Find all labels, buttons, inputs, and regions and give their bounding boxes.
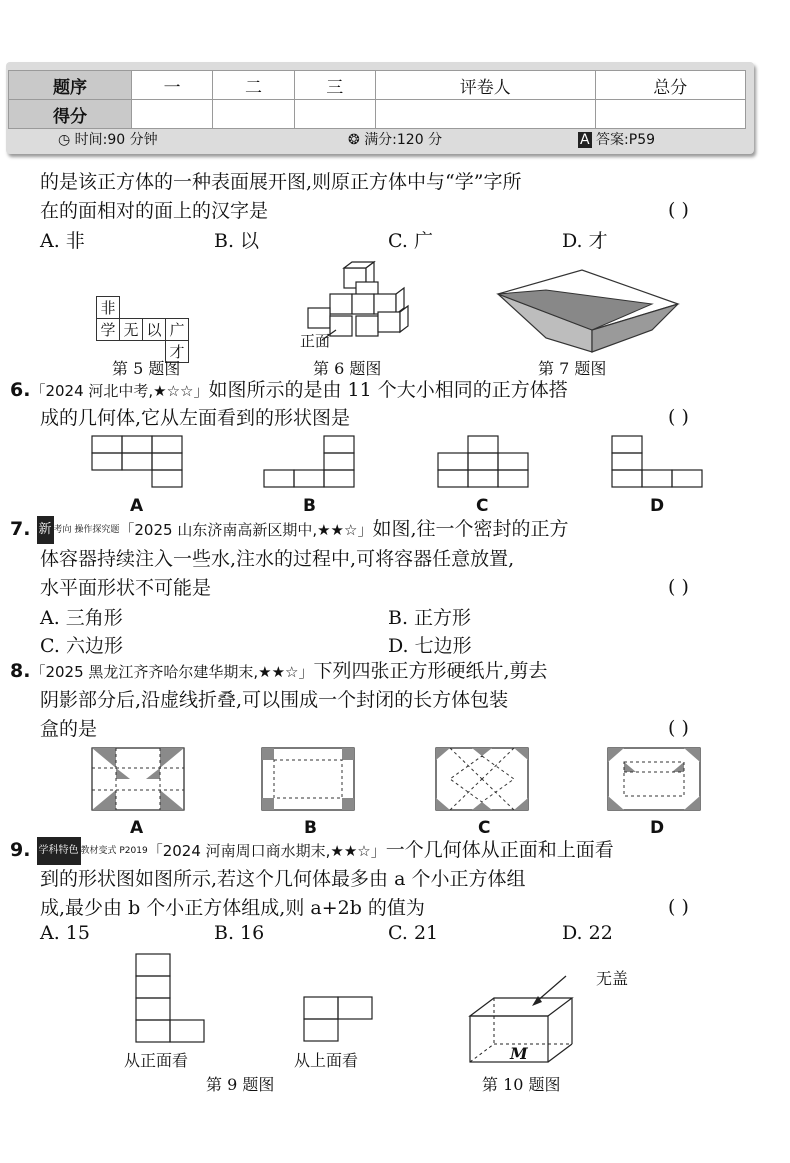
- page-top-margin: [0, 0, 790, 58]
- score-input-cell: [375, 100, 595, 129]
- q9-front-caption: 从正面看: [124, 1051, 189, 1070]
- q9-line2: 到的形状图如图所示,若这个几何体最多由 a 个小正方体组: [40, 868, 526, 890]
- q6-label-c: C: [476, 496, 489, 516]
- q7-line2: 体容器持续注入一些水,注水的过程中,可将容器任意放置,: [40, 548, 515, 570]
- score-cell: 总分: [595, 71, 746, 100]
- score-cell: 二: [213, 71, 294, 100]
- full-score-info: ❂ 满分:120 分: [348, 132, 443, 148]
- score-cell: 评卷人: [375, 71, 595, 100]
- q8-line2: 阴影部分后,沿虚线折叠,可以围成一个封闭的长方体包装: [40, 689, 509, 711]
- q5-line2: 在的面相对的面上的汉字是: [40, 200, 269, 222]
- q9-option-c: C. 21: [388, 922, 439, 944]
- q6-text: 如图所示的是由 11 个大小相同的正方体搭: [208, 379, 568, 401]
- clock-icon: ◷: [58, 132, 75, 148]
- q6-option-b-figure: [264, 436, 356, 490]
- q9-option-a: A. 15: [40, 922, 90, 944]
- q9-option-b: B. 16: [214, 922, 265, 944]
- q5-option-d: D. 才: [562, 230, 608, 252]
- q8-line3: 盒的是: [40, 718, 98, 740]
- q5-option-c: C. 广: [388, 230, 433, 252]
- q8-line1: [10, 657, 548, 686]
- q8-label-d: D: [650, 818, 665, 838]
- q9-tag-note: 教材变式 P2019: [80, 846, 148, 856]
- q5-line1: 的是该正方体的一种表面展开图,则原正方体中与“学”字所: [40, 171, 522, 193]
- q6-number: 6.: [10, 379, 31, 401]
- net-cell: 非: [97, 297, 120, 319]
- score-input-cell: [213, 100, 294, 129]
- score-table-score-row: [9, 100, 746, 129]
- q6-source: 「2024 河北中考,★☆☆」: [30, 382, 209, 400]
- score-cell: 题序: [9, 71, 132, 100]
- score-table: [8, 70, 746, 129]
- time-info: ◷ 时间:90 分钟: [58, 132, 158, 148]
- q9-source: 「2024 河南周口商水期末,★★☆」: [147, 842, 386, 860]
- q9-top-caption: 从上面看: [294, 1051, 359, 1070]
- q7-number: 7.: [10, 518, 31, 540]
- score-input-cell: [294, 100, 375, 129]
- q5-option-a: A. 非: [40, 230, 85, 252]
- q7-option-d: D. 七边形: [388, 635, 472, 657]
- cube-net-figure: [96, 296, 212, 363]
- answer-info: A 答案:P59: [580, 132, 656, 148]
- q7-new-tag: 新: [37, 516, 54, 544]
- fig6-caption: 第 6 题图: [313, 359, 382, 378]
- q9-line1: [10, 836, 614, 865]
- q9-option-d: D. 22: [562, 922, 613, 944]
- q7-answer-blank: ( ): [668, 576, 689, 598]
- no-lid-label: 无盖: [596, 969, 629, 988]
- water-container-figure: [492, 268, 682, 354]
- q6-line1: [10, 376, 568, 405]
- q8-source: 「2025 黑龙江齐齐哈尔建华期末,★★☆」: [30, 663, 314, 681]
- fig10-caption: 第 10 题图: [482, 1075, 561, 1094]
- q9-number: 9.: [10, 839, 31, 861]
- q7-line1: [10, 515, 569, 544]
- open-box-figure: [468, 966, 588, 1066]
- q7-source: 「2025 山东济南高新区期中,★★☆」: [119, 521, 373, 539]
- front-label: 正面: [300, 332, 331, 350]
- q8-number: 8.: [10, 660, 31, 682]
- q8-option-b-figure: [262, 748, 354, 810]
- q7-option-c: C. 六边形: [40, 635, 123, 657]
- score-cell: 得分: [9, 100, 132, 129]
- q8-answer-blank: ( ): [668, 717, 689, 739]
- q7-tag-note: 考向 操作探究题: [53, 525, 120, 535]
- fig7-caption: 第 7 题图: [538, 359, 607, 378]
- q9-answer-blank: ( ): [668, 896, 689, 918]
- q6-option-d-figure: [612, 436, 704, 490]
- score-cell: 一: [132, 71, 213, 100]
- q9-line3: 成,最少由 b 个小正方体组成,则 a+2b 的值为: [40, 897, 425, 919]
- q6-label-a: A: [130, 496, 144, 516]
- fig9-caption: 第 9 题图: [206, 1075, 275, 1094]
- answer-badge-icon: A: [580, 132, 590, 148]
- q6-option-c-figure: [438, 436, 530, 490]
- q7-option-a: A. 三角形: [40, 607, 123, 629]
- fig5-caption: 第 5 题图: [112, 359, 181, 378]
- net-cell: 学: [97, 319, 120, 341]
- q9-front-view-figure: [136, 954, 208, 1046]
- q9-feature-tag: 学科特色: [37, 837, 81, 865]
- net-cell: 无: [120, 319, 143, 341]
- q6-answer-blank: ( ): [668, 406, 689, 428]
- q8-label-c: C: [478, 818, 491, 838]
- q8-text: 下列四张正方形硬纸片,剪去: [313, 660, 548, 682]
- q8-label-b: B: [304, 818, 317, 838]
- box-label-m: M: [510, 1044, 528, 1063]
- score-input-cell: [595, 100, 746, 129]
- q6-label-b: B: [303, 496, 316, 516]
- score-cell: 三: [294, 71, 375, 100]
- q9-text: 一个几何体从正面和上面看: [385, 839, 614, 861]
- q8-option-a-figure: [92, 748, 184, 810]
- q8-label-a: A: [130, 818, 144, 838]
- net-cell: 才: [166, 341, 189, 363]
- q7-line3: 水平面形状不可能是: [40, 577, 212, 599]
- q6-line2: 成的几何体,它从左面看到的形状图是: [40, 407, 351, 429]
- net-cell: 广: [166, 319, 189, 341]
- medal-icon: ❂: [348, 132, 365, 148]
- net-cell: 以: [143, 319, 166, 341]
- score-table-header-row: [9, 71, 746, 100]
- q8-option-c-figure: [436, 748, 528, 810]
- q5-option-b: B. 以: [214, 230, 260, 252]
- q7-option-b: B. 正方形: [388, 607, 472, 629]
- q6-option-a-figure: [92, 436, 184, 490]
- q8-option-d-figure: [608, 748, 700, 810]
- exam-info-bar: [8, 127, 746, 149]
- score-input-cell: [132, 100, 213, 129]
- q5-answer-blank: ( ): [668, 199, 689, 221]
- q7-text: 如图,往一个密封的正方: [372, 518, 569, 540]
- q6-label-d: D: [650, 496, 665, 516]
- q9-top-view-figure: [304, 997, 376, 1045]
